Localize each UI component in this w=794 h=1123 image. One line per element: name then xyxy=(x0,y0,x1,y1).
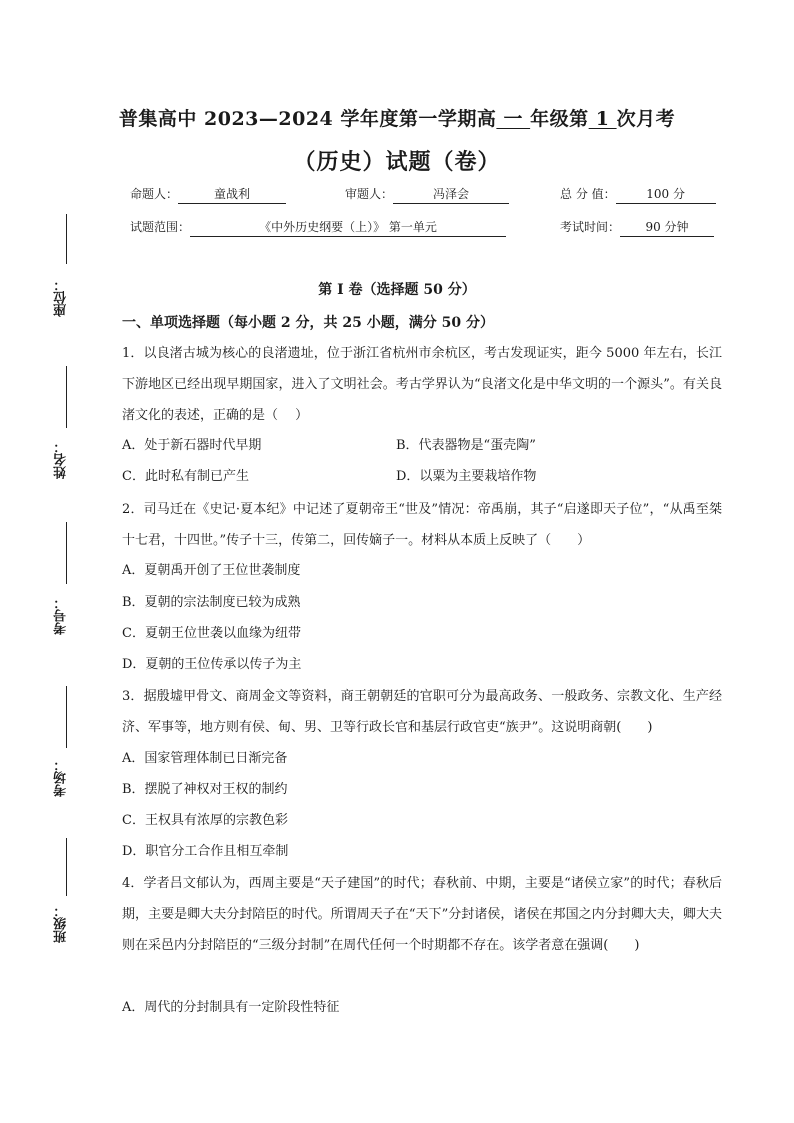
question-1-option-d: D．以粟为主要栽培作物 xyxy=(396,469,537,484)
question-1-option-a: A．处于新石器时代早期 xyxy=(122,438,262,453)
question-3-option-a: A．国家管理体制已日渐完备 xyxy=(122,751,288,766)
exam-room-label: 考场： xyxy=(54,758,69,797)
exam-number-blank: 1 xyxy=(588,108,617,130)
setter-value: 童战利 xyxy=(178,185,286,204)
exam-subtitle: （历史）试题（卷） xyxy=(293,149,501,175)
class-label: 班级： xyxy=(54,904,69,943)
question-3-option-d: D．职官分工合作且相互牵制 xyxy=(122,844,289,859)
section-title: 第 I 卷（选择题 50 分） xyxy=(318,282,476,298)
exam-room-line xyxy=(66,686,67,748)
question-3-option-c: C．王权具有浓厚的宗教色彩 xyxy=(122,813,288,828)
total-score-value: 100 分 xyxy=(616,185,716,204)
grade-blank: 一 xyxy=(496,108,531,130)
title-suffix: 次月考 xyxy=(616,108,676,130)
question-2-option-d: D．夏朝的王位传承以传子为主 xyxy=(122,657,302,672)
question-4-option-a: A．周代的分封制具有一定阶段性特征 xyxy=(122,1000,340,1015)
scope-field: 试题范围： 《中外历史纲要（上）》 第一单元 xyxy=(130,218,506,237)
seat-label: 座位： xyxy=(54,278,69,317)
exam-time-value: 90 分钟 xyxy=(620,218,714,237)
question-3-option-b: B．摆脱了神权对王权的制约 xyxy=(122,782,288,797)
name-label: 姓名： xyxy=(54,440,69,479)
question-2-option-b: B．夏朝的宗法制度已较为成熟 xyxy=(122,595,301,610)
title-prefix: 普集高中 2023—2024 学年度第一学期高 xyxy=(118,108,497,130)
question-1-option-c: C．此时私有制已产生 xyxy=(122,469,249,484)
exam-time-field: 考试时间： 90 分钟 xyxy=(560,218,714,237)
exam-number-label: 考号： xyxy=(54,596,69,635)
reviewer-value: 冯泽会 xyxy=(393,185,509,204)
reviewer-field: 审题人： 冯泽会 xyxy=(345,185,509,204)
scope-value: 《中外历史纲要（上）》 第一单元 xyxy=(190,218,506,237)
class-line xyxy=(66,838,67,896)
setter-field: 命题人： 童战利 xyxy=(130,185,286,204)
exam-number-line xyxy=(66,522,67,584)
question-1-stem: 1．以良渚古城为核心的良渚遗址，位于浙江省杭州市余杭区，考古发现证实，距今 5000 年左右，长江下游地区已经出现早期国家，进入了文明社会。考古学界认为“良渚文化是中华文明的一个源头”。有关良渚文化的表述，正确的是（ ） xyxy=(122,346,722,423)
seat-line xyxy=(66,214,67,264)
question-4-stem: 4．学者吕文郁认为，西周主要是“天子建国”的时代；春秋前、中期，主要是“诸侯立家”的时代；春秋后期，主要是卿大夫分封陪臣的时代。所谓周天子在“天下”分封诸侯，诸侯在邦国之内分封卿大夫，卿大夫则在采邑内分封陪臣的“三级分封制”在周代任何一个时期都不存在。该学者意在强调( ) xyxy=(122,876,722,953)
question-1-option-b: B．代表器物是“蛋壳陶” xyxy=(396,438,536,453)
part-one-heading: 一、单项选择题（每小题 2 分，共 25 小题，满分 50 分） xyxy=(122,315,494,331)
question-2-stem: 2．司马迁在《史记·夏本纪》中记述了夏朝帝王“世及”情况：帝禹崩，其子“启遂即天子位”，“从禹至桀十七君，十四世。”传子十三，传第二，回传嫡子一。材料从本质上反映了（ ） xyxy=(122,502,722,548)
total-score-field: 总 分 值： 100 分 xyxy=(560,185,716,204)
exam-title xyxy=(0,104,794,131)
question-2-option-a: A．夏朝禹开创了王位世袭制度 xyxy=(122,563,301,578)
question-3-stem: 3．据殷墟甲骨文、商周金文等资料，商王朝朝廷的官职可分为最高政务、一般政务、宗教文化、生产经济、军事等，地方则有侯、甸、男、卫等行政长官和基层行政官吏“族尹”。这说明商朝( ) xyxy=(122,689,722,735)
title-mid: 年级第 xyxy=(530,108,589,130)
question-2-option-c: C．夏朝王位世袭以血缘为纽带 xyxy=(122,626,301,641)
name-line xyxy=(66,366,67,428)
